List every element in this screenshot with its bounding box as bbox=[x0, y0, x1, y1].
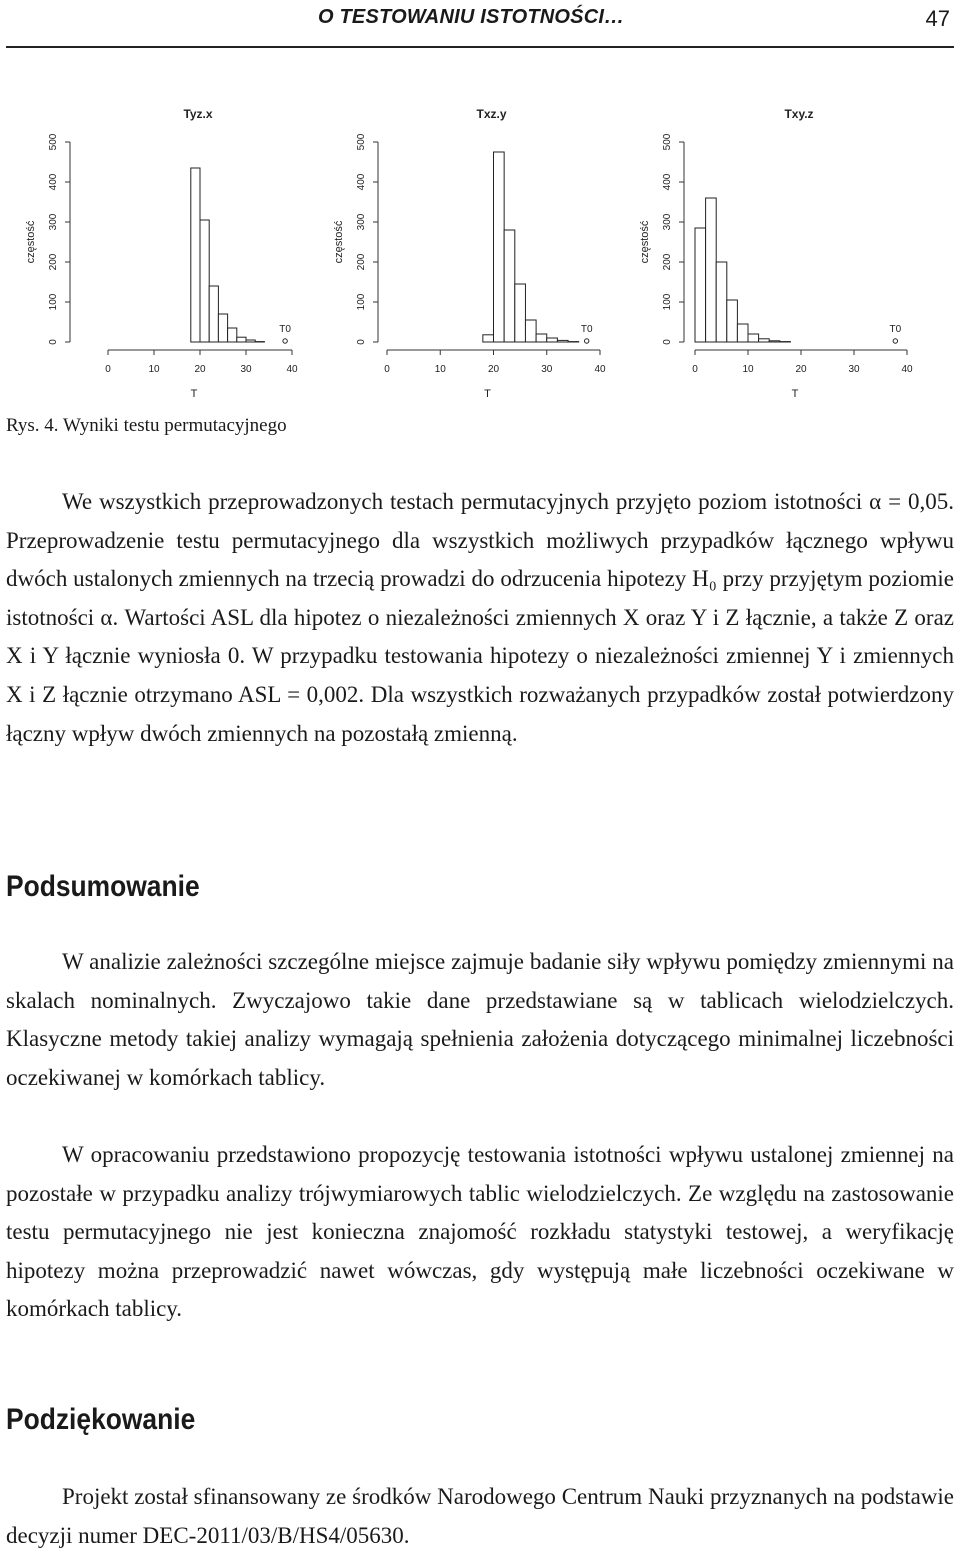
histogram-bar bbox=[547, 338, 558, 342]
histogram-bar bbox=[759, 339, 770, 342]
observed-value-marker bbox=[283, 339, 287, 343]
y-tick-label: 100 bbox=[662, 293, 673, 310]
x-tick-label: 40 bbox=[901, 364, 913, 375]
observed-value-label: T0 bbox=[890, 324, 902, 335]
observed-value-marker bbox=[584, 339, 588, 343]
histogram-bar bbox=[536, 334, 547, 342]
y-tick-label: 300 bbox=[356, 213, 367, 230]
histogram-bar bbox=[769, 341, 780, 342]
x-axis-label: T bbox=[792, 388, 799, 400]
histogram-bar bbox=[557, 340, 568, 342]
histogram-bar bbox=[737, 324, 748, 342]
histogram-bar bbox=[748, 334, 759, 342]
histogram-bar bbox=[515, 284, 526, 342]
paragraph-results: We wszystkich przeprowadzonych testach permutacyjnych przyjęto poziom istotności α = 0,05. Przeprowadzenie testu permutacyjnego dla wszystkich możliwych przypadków łącznego wpływu dwóch ustalonych zmiennych na trzecią prowadzi do odrzucenia hipotezy H₀ przy przyjętym poziomie istotności α. Wartości ASL dla hipotez o niezależności zmiennych X oraz Y i Z łącznie, a także Z oraz X i Y łącznie wyniosła 0. W przypadku testowania hipotezy o niezależności zmiennej Y i zmiennych X i Z łącznie otrzymano ASL = 0,002. Dla wszystkich rozważanych przypadków został potwierdzony łączny wpływ dwóch zmiennych na pozostałą zmienną. bbox=[6, 483, 954, 753]
x-tick-label: 20 bbox=[795, 364, 807, 375]
histogram-bar bbox=[706, 198, 717, 342]
x-tick-label: 40 bbox=[594, 364, 606, 375]
histogram-bar bbox=[483, 335, 494, 342]
y-tick-label: 500 bbox=[48, 133, 59, 150]
histogram-bar bbox=[716, 262, 727, 342]
x-tick-label: 0 bbox=[692, 364, 698, 375]
y-tick-label: 200 bbox=[356, 253, 367, 270]
figure-caption: Rys. 4. Wyniki testu permutacyjnego bbox=[6, 415, 287, 437]
x-tick-label: 30 bbox=[240, 364, 252, 375]
y-tick-label: 100 bbox=[48, 293, 59, 310]
histogram-bar bbox=[218, 314, 227, 342]
histogram-bar bbox=[727, 300, 738, 342]
running-header bbox=[6, 2, 954, 48]
histogram-panels bbox=[0, 96, 960, 406]
x-tick-label: 10 bbox=[742, 364, 754, 375]
y-axis-label: częstość bbox=[25, 220, 37, 263]
y-tick-label: 0 bbox=[356, 339, 367, 345]
x-axis-label: T bbox=[484, 388, 491, 400]
observed-value-marker bbox=[893, 339, 897, 343]
y-tick-label: 400 bbox=[662, 173, 673, 190]
y-tick-label: 200 bbox=[662, 253, 673, 270]
chart-title: Tyz.x bbox=[183, 107, 212, 121]
y-tick-label: 100 bbox=[356, 293, 367, 310]
x-tick-label: 20 bbox=[194, 364, 206, 375]
histogram-bar bbox=[246, 340, 255, 342]
y-axis-label: częstość bbox=[639, 220, 651, 263]
histogram-bar bbox=[200, 220, 209, 342]
histogram-bar bbox=[525, 320, 536, 342]
paragraph-acknowledgements: Projekt został sfinansowany ze środków Narodowego Centrum Nauki przyznanych na podstawie decyzji numer DEC-2011/03/B/HS4/05630. bbox=[6, 1478, 954, 1555]
x-tick-label: 30 bbox=[848, 364, 860, 375]
y-tick-label: 0 bbox=[48, 339, 59, 345]
heading-summary: Podsumowanie bbox=[6, 870, 200, 904]
running-title: O TESTOWANIU ISTOTNOŚCI… bbox=[318, 6, 624, 29]
histogram-bar bbox=[209, 286, 218, 342]
y-axis-label: częstość bbox=[333, 220, 345, 263]
histogram-bar bbox=[494, 152, 505, 342]
x-axis-label: T bbox=[191, 388, 198, 400]
y-tick-label: 0 bbox=[662, 339, 673, 345]
x-tick-label: 0 bbox=[384, 364, 390, 375]
histogram-bar bbox=[504, 230, 515, 342]
x-tick-label: 0 bbox=[105, 364, 111, 375]
observed-value-label: T0 bbox=[279, 324, 291, 335]
y-tick-label: 200 bbox=[48, 253, 59, 270]
paragraph-summary-2: W opracowaniu przedstawiono propozycję testowania istotności wpływu ustalonej zmiennej na pozostałe w przypadku analizy trójwymiarowych tablic wielodzielczych. Ze względu na zastosowanie testu permutacyjnego nie jest konieczna znajomość rozkładu statystyki testowej, a weryfikację hipotezy można przeprowadzić nawet wówczas, gdy występują małe liczebności oczekiwane w komórkach tablicy. bbox=[6, 1136, 954, 1329]
y-tick-label: 500 bbox=[662, 133, 673, 150]
x-tick-label: 40 bbox=[286, 364, 298, 375]
histogram-bar bbox=[191, 168, 200, 342]
observed-value-label: T0 bbox=[581, 324, 593, 335]
page-number: 47 bbox=[926, 6, 950, 32]
x-tick-label: 30 bbox=[541, 364, 553, 375]
histogram-bar bbox=[237, 337, 246, 342]
y-tick-label: 300 bbox=[48, 213, 59, 230]
x-tick-label: 10 bbox=[435, 364, 447, 375]
y-tick-label: 300 bbox=[662, 213, 673, 230]
chart-title: Txz.y bbox=[476, 107, 506, 121]
y-tick-label: 400 bbox=[356, 173, 367, 190]
histogram-figure bbox=[0, 96, 960, 406]
x-tick-label: 20 bbox=[488, 364, 500, 375]
histogram-bar bbox=[695, 228, 706, 342]
y-tick-label: 400 bbox=[48, 173, 59, 190]
chart-title: Txy.z bbox=[784, 107, 813, 121]
paragraph-summary-1: W analizie zależności szczególne miejsce zajmuje badanie siły wpływu pomiędzy zmiennymi na skalach nominalnych. Zwyczajowo takie dane przedstawiane są w tablicach wielodzielczych. Klasyczne metody takiej analizy wymagają spełnienia założenia dotyczącego minimalnej liczebności oczekiwanej w komórkach tablicy. bbox=[6, 943, 954, 1097]
histogram-bar bbox=[228, 328, 237, 342]
heading-acknowledgements: Podziękowanie bbox=[6, 1403, 195, 1437]
y-tick-label: 500 bbox=[356, 133, 367, 150]
x-tick-label: 10 bbox=[148, 364, 160, 375]
